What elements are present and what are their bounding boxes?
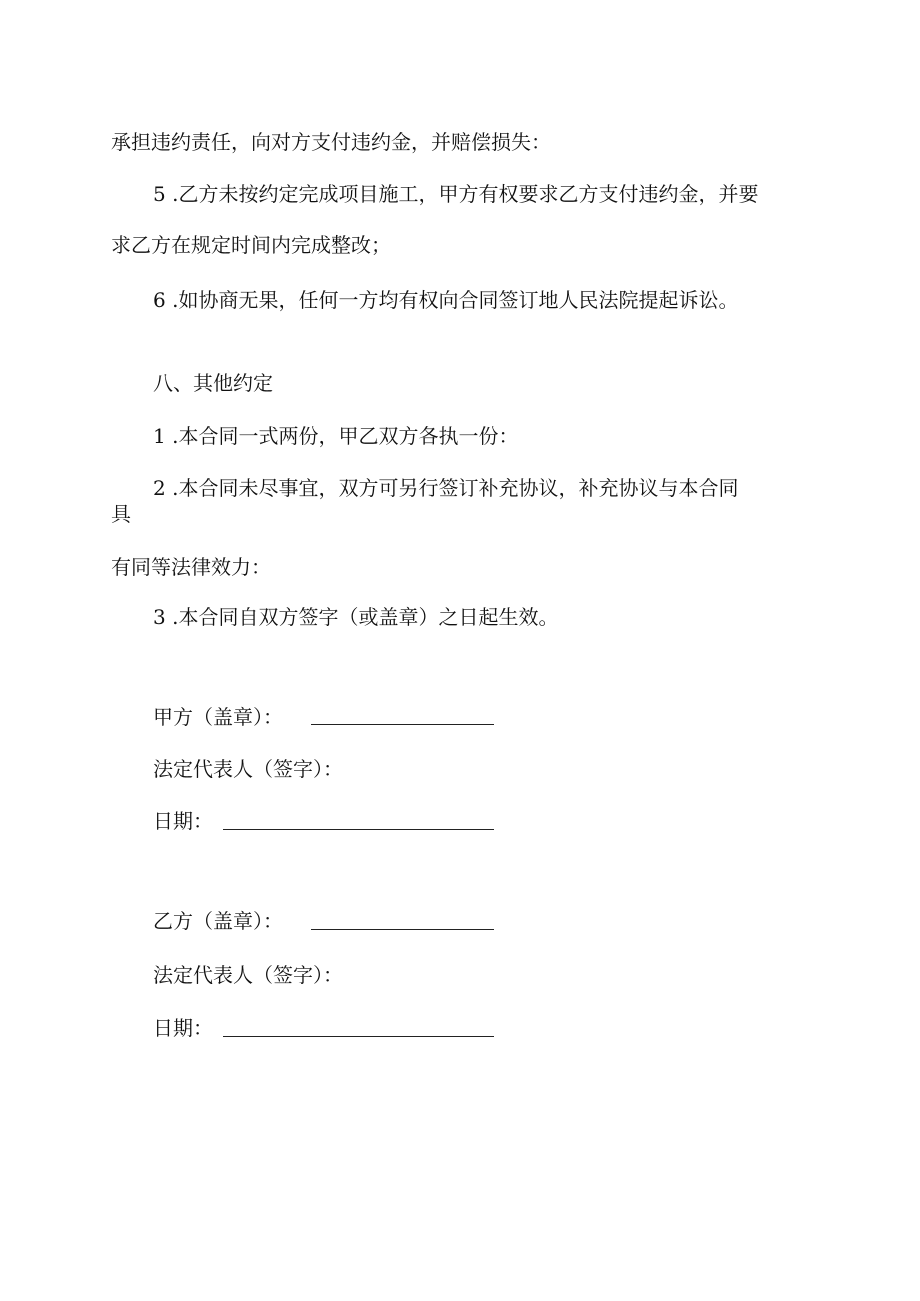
party-a-date-blank[interactable] [223, 829, 494, 830]
section-8-item-1: 1 .本合同一式两份，甲乙双方各执一份： [153, 424, 519, 448]
party-b-seal-row [153, 907, 283, 937]
party-b-date-label: 日期： [153, 1016, 213, 1040]
party-a-date-row [153, 807, 213, 837]
section-8-item-2-line-3: 有同等法律效力： [111, 555, 271, 579]
section-8-heading: 八、其他约定 [153, 371, 273, 395]
party-a-rep-row [153, 755, 343, 785]
party-a-seal-label: 甲方（盖章）： [153, 705, 283, 729]
clause-5-line-1: 5 .乙方未按约定完成项目施工，甲方有权要求乙方支付违约金，并要 [153, 182, 759, 206]
party-b-date-blank[interactable] [223, 1036, 494, 1037]
clause-text-line: 承担违约责任，向对方支付违约金，并赔偿损失： [111, 130, 551, 154]
party-a-rep-label: 法定代表人（签字）： [153, 757, 343, 781]
party-b-seal-label: 乙方（盖章）： [153, 909, 283, 933]
section-8-item-2-line-1: 2 .本合同未尽事宜，双方可另行签订补充协议，补充协议与本合同 [153, 476, 739, 500]
party-a-date-label: 日期： [153, 809, 213, 833]
party-b-seal-blank[interactable] [311, 929, 494, 930]
party-a-seal-row [153, 703, 283, 733]
party-b-rep-row [153, 961, 343, 991]
party-b-date-row [153, 1014, 213, 1044]
party-a-seal-blank[interactable] [311, 724, 494, 725]
clause-5-line-2: 求乙方在规定时间内完成整改； [111, 233, 391, 257]
party-b-rep-label: 法定代表人（签字）： [153, 963, 343, 987]
section-8-item-2-line-2: 具 [111, 502, 131, 526]
section-8-item-3: 3 .本合同自双方签字（或盖章）之日起生效。 [153, 605, 559, 629]
clause-6: 6 .如协商无果，任何一方均有权向合同签订地人民法院提起诉讼。 [153, 288, 739, 312]
